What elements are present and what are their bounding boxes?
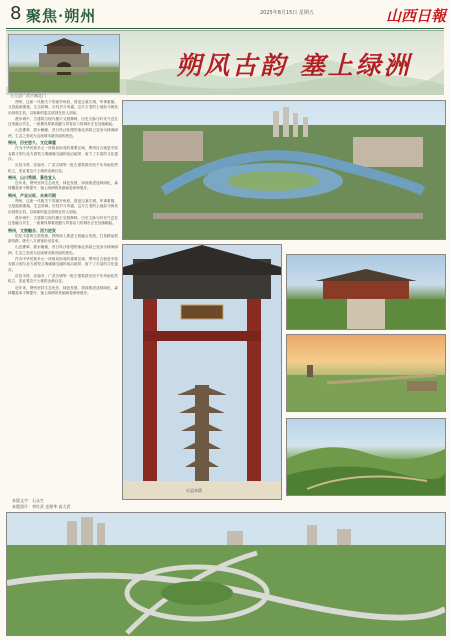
credits-photo: 本版图片：李红武 史源华 高大武: [12, 504, 71, 509]
article-paragraph: 作为中华民族多元一体格局形成的重要区域，朔州自古就是中原农耕文明与北方游牧文明碰撞交融的前沿地带，留下了丰富的文化遗存。: [8, 257, 118, 272]
city-aerial-illustration: [123, 101, 445, 239]
article-subhead: 朔州，产业兴旺、未来可期: [8, 192, 56, 198]
hills-illustration: [287, 419, 445, 495]
aerial-city-photo: [122, 100, 446, 240]
credits: [12, 498, 71, 510]
article-paragraph: 朔州，这座一代雄关下的塞外州府，曾是边塞古城、军事重镇，又是能源重地、生态屏障。历经岁月风霜，这片古老的土地如今焕发出勃勃生机，以崭新的姿态展现在世人面前。: [8, 100, 118, 115]
article-column: [8, 100, 118, 492]
pagoda-photo: [122, 244, 282, 500]
landscape-illustration: [287, 335, 445, 411]
article-paragraph: 漫步城中，古建筑与现代楼宇交相辉映，历史文脉与时代气息在这里融合共生，一座兼具厚重底蕴与青春活力的城市正在加速崛起。: [8, 116, 118, 127]
article-paragraph: 山峦叠翠、碧水蜿蜒，昔日风沙弥漫的塞北高原已变身为林海绿洲，生态之美成为这座城市最亮丽的底色。: [8, 245, 118, 255]
article-paragraph: 依托丰富的文旅资源，朔州深入推进文旅融合发展，打造精品旅游线路，吸引八方游客纷至沓来。: [8, 233, 118, 244]
city-panorama-photo: [6, 512, 446, 636]
header-rule: [6, 28, 444, 29]
article-paragraph: 朔州，这座一代雄关下的塞外州府，曾是边塞古城、军事重镇，又是能源重地、生态屏障。历经岁月风霜，这片古老的土地如今焕发出勃勃生机，以崭新的姿态展现在世人面前。: [8, 199, 118, 214]
wooden-pagoda-illustration: [123, 245, 281, 499]
interchange-illustration: [7, 513, 445, 635]
city-gate-illustration: [9, 35, 119, 92]
pagoda-caption: 应县木塔: [186, 488, 202, 493]
article-subhead: 朔州，山川秀丽、景色宜人: [8, 174, 56, 180]
section-title: 聚焦·朔州: [26, 7, 97, 25]
headline: 朔风古韵 塞上绿洲: [176, 51, 412, 80]
article-paragraph: 山峦叠翠、碧水蜿蜒，昔日风沙弥漫的塞北高原已变身为林海绿洲，生态之美成为这座城市最亮丽的底色。: [8, 128, 118, 138]
temple-illustration: [287, 255, 445, 329]
article-paragraph: 漫步城中，古建筑与现代楼宇交相辉映，历史文脉与时代气息在这里融合共生，一座兼具厚重底蕴与青春活力的城市正在加速崛起。: [8, 215, 118, 226]
article-paragraph: 作为中华民族多元一体格局形成的重要区域，朔州自古就是中原农耕文明与北方游牧文明碰撞交融的前沿地带，留下了丰富的文化遗存。: [8, 146, 118, 161]
article-subhead: 朔州，文旅融合、活力迸发: [8, 227, 56, 233]
page-number: 8: [10, 3, 22, 24]
sunset-landscape-photo: [286, 334, 446, 412]
article-paragraph: 应县木塔、崇福寺、广武古城等一批古建筑群历经千年风雨依然屹立，见证着这片土地的沧桑巨变。: [8, 163, 118, 173]
article-paragraph: 近年来，朔州坚持生态优先、绿色发展，持续推进造林绿化，森林覆盖率不断提升，塞上绿洲的美丽画卷徐徐展开。: [8, 181, 118, 191]
green-hills-photo: [286, 418, 446, 496]
gate-caption: 右玉县广武古城北门: [10, 93, 46, 98]
article-paragraph: 近年来，朔州坚持生态优先、绿色发展，持续推进造林绿化，森林覆盖率不断提升，塞上绿洲的美丽画卷徐徐展开。: [8, 285, 118, 295]
article-subhead: 朔州，历史悠久、文化厚重: [8, 140, 56, 146]
newspaper-logo: 山西日報: [386, 7, 447, 25]
credits-text: 本版文字：石永生: [12, 498, 44, 503]
temple-photo: [286, 254, 446, 330]
article-paragraph: 应县木塔、崇福寺、广武古城等一批古建筑群历经千年风雨依然屹立，见证着这片土地的沧桑巨变。: [8, 273, 118, 284]
gate-photo: [8, 34, 120, 93]
issue-date: 2025年8月15日 星期五: [260, 10, 314, 16]
